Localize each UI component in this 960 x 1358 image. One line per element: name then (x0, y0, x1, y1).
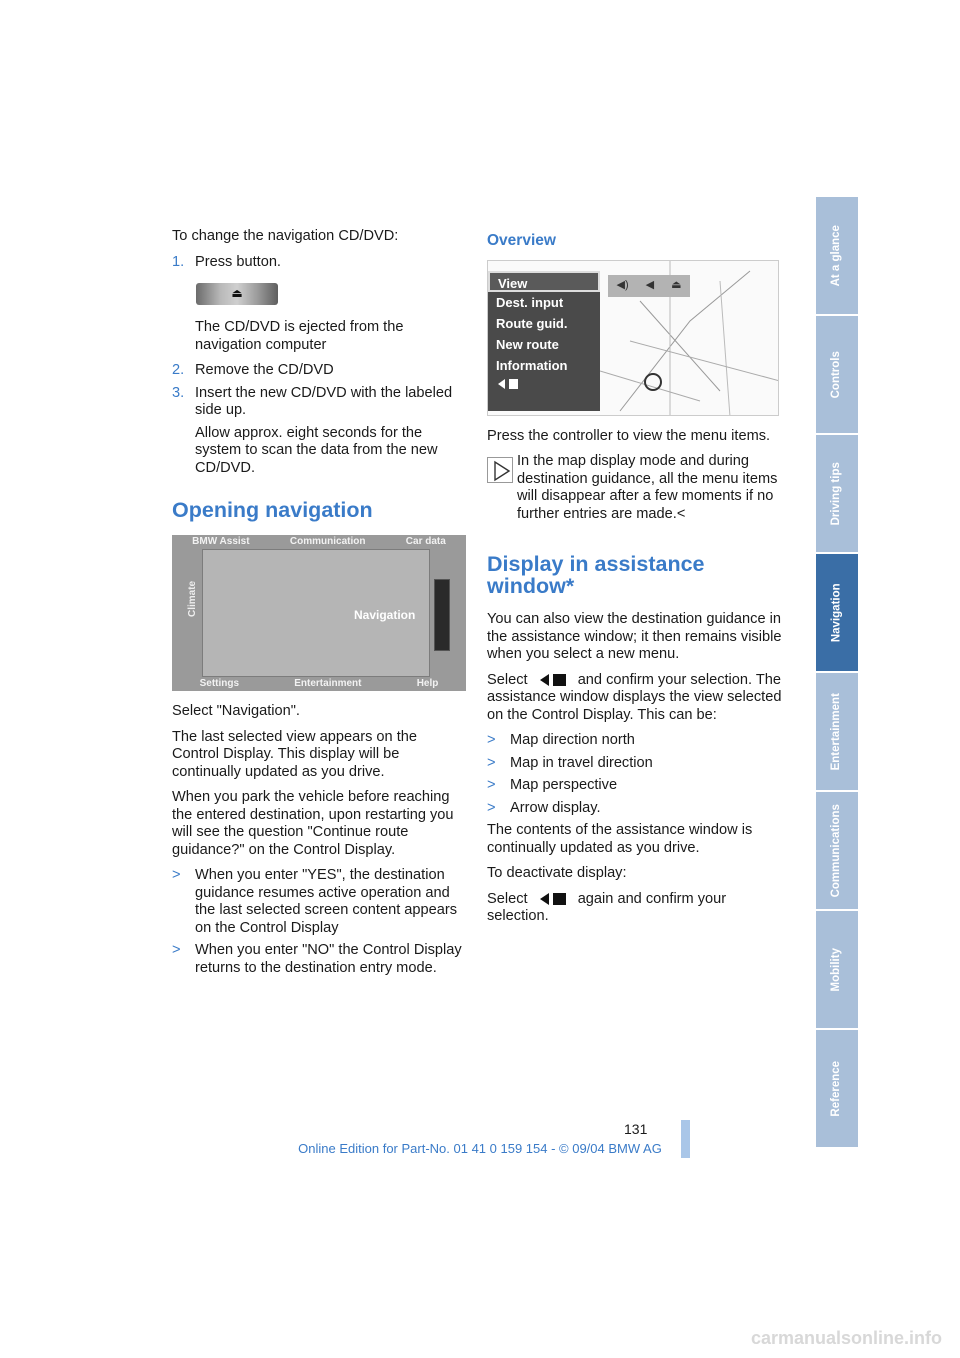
map-menu-new-route: New route (496, 336, 559, 352)
tab-label: Communications (830, 803, 843, 898)
step-2 (172, 362, 468, 380)
list-item (487, 755, 783, 773)
list-item (487, 732, 783, 750)
step-3 (172, 385, 468, 420)
tab-label: At a glance (830, 224, 843, 287)
assist-window-icon (496, 377, 520, 391)
bullet-mark: > (487, 732, 496, 748)
tab-controls[interactable] (816, 316, 858, 435)
bullet-text: Map direction north (510, 732, 635, 748)
screen-top-bar (172, 535, 466, 549)
note-arrow-icon (487, 457, 513, 483)
map-toolbar (608, 275, 690, 297)
chapter-tabs (816, 197, 858, 1159)
map-menu-dest-input: Dest. input (496, 294, 564, 310)
list-item (487, 777, 783, 795)
bullet-text: When you enter "YES", the destination guidance resumes active operation and the last selected screen content appears on the Control Display (195, 867, 458, 936)
step-text: Press button. (195, 253, 281, 270)
step-number: 1. (172, 253, 185, 270)
map-menu-view: View (488, 271, 600, 292)
bullet-mark: > (487, 777, 496, 793)
paragraph (487, 891, 783, 926)
select-label: Select (487, 671, 528, 688)
paragraph: The contents of the assistance window is continually updated as you drive. (487, 822, 753, 856)
menu-help: Help (416, 678, 439, 690)
map-menu (488, 271, 600, 411)
left-column (172, 228, 468, 982)
menu-navigation: Navigation (354, 608, 416, 622)
tab-label: Controls (830, 350, 843, 399)
map-screenshot (487, 260, 779, 416)
tab-mobility[interactable] (816, 911, 858, 1030)
map-menu-assist-icon (488, 376, 600, 397)
list-item (172, 942, 468, 977)
assist-window-icon (538, 892, 568, 906)
list-item (172, 867, 468, 937)
bullet-mark: > (487, 799, 496, 816)
bullet-text: Map in travel direction (510, 754, 653, 771)
bullet-text: Arrow display. (510, 799, 601, 816)
menu-entertainment: Entertainment (294, 678, 362, 690)
step-3-note: Allow approx. eight seconds for the system to scan the data from the new CD/DVD. (195, 424, 438, 476)
bullet-text: Map perspective (510, 777, 618, 793)
mute-icon: ◀ (645, 278, 655, 291)
tab-entertainment[interactable] (816, 673, 858, 792)
step-1-note: The CD/DVD is ejected from the navigation computer (195, 319, 404, 353)
map-menu-route-guid: Route guid. (496, 315, 568, 331)
select-rest: and confirm your selection. The assistance window displays the view selected on the Control Display. This can be: (487, 671, 782, 723)
section-heading: Display in assistance window* (487, 552, 705, 598)
step-number: 3. (172, 384, 185, 401)
eject-icon: ⏏ (231, 286, 243, 301)
section-heading: Opening navigation (172, 498, 373, 522)
page-number: 131 (624, 1121, 648, 1137)
list-item (487, 800, 783, 818)
map-menu-information: Information (496, 357, 568, 373)
tab-at-a-glance[interactable] (816, 197, 858, 316)
menu-settings: Settings (199, 678, 240, 690)
overview-heading: Overview (487, 232, 556, 249)
paragraph: You can also view the destination guidance in the assistance window; it then remains visible when you select a new menu. (487, 611, 782, 662)
select-navigation-text: Select "Navigation". (172, 703, 300, 719)
paragraph: To deactivate display: (487, 865, 627, 881)
menu-climate: Climate (187, 580, 198, 617)
tab-label: Navigation (830, 583, 843, 642)
note-end-mark: < (676, 505, 686, 522)
paragraph: Press the controller to view the menu items. (487, 427, 771, 444)
assist-window-icon (538, 673, 568, 687)
tab-reference[interactable] (816, 1030, 858, 1149)
eject-icon: ⏏ (671, 278, 682, 291)
tab-label: Entertainment (830, 692, 843, 771)
step-text: Insert the new CD/DVD with the labeled side up. (195, 384, 453, 418)
watermark: carmanualsonline.info (750, 1328, 942, 1348)
menu-car-data: Car data (405, 536, 446, 548)
menu-bmw-assist: BMW Assist (192, 536, 250, 548)
footer-text: Online Edition for Part-No. 01 41 0 159 154 - © 09/04 BMW AG (298, 1141, 662, 1156)
vehicle-position-icon (644, 373, 662, 391)
tab-driving-tips[interactable] (816, 435, 858, 554)
bullet-mark: > (172, 942, 181, 958)
step-text: Remove the CD/DVD (195, 362, 334, 378)
volume-icon: ◀) (616, 278, 629, 291)
tab-label: Mobility (830, 947, 843, 992)
tab-communications[interactable] (816, 792, 858, 911)
bullet-mark: > (487, 754, 496, 771)
tab-label: Reference (830, 1060, 843, 1117)
eject-button-image (196, 283, 278, 305)
note-text: In the map display mode and during destination guidance, all the menu items will disappear after a few moments if no further entries are made. (517, 453, 778, 522)
control-display-screenshot (172, 535, 466, 691)
bullet-mark: > (172, 867, 181, 883)
tab-label: Driving tips (830, 461, 843, 526)
step-1 (172, 254, 468, 272)
controller-indicator (434, 579, 450, 651)
paragraph (487, 672, 783, 725)
right-column (487, 228, 783, 934)
menu-communication: Communication (289, 536, 366, 548)
note-block (487, 453, 783, 523)
select-rest: again and confirm your selection. (487, 890, 727, 924)
screen-bottom-bar (172, 677, 466, 691)
tab-navigation[interactable] (816, 554, 858, 673)
paragraph: The last selected view appears on the Control Display. This display will be continually updated as you drive. (172, 728, 417, 780)
paragraph: When you park the vehicle before reaching the entered destination, upon restarting you will see the question "Continue route guidance?" on the Control Display. (172, 789, 454, 858)
step-number: 2. (172, 362, 185, 378)
bullet-text: When you enter "NO" the Control Display returns to the destination entry mode. (195, 942, 462, 976)
intro-text: To change the navigation CD/DVD: (172, 228, 399, 244)
select-label: Select (487, 890, 528, 907)
